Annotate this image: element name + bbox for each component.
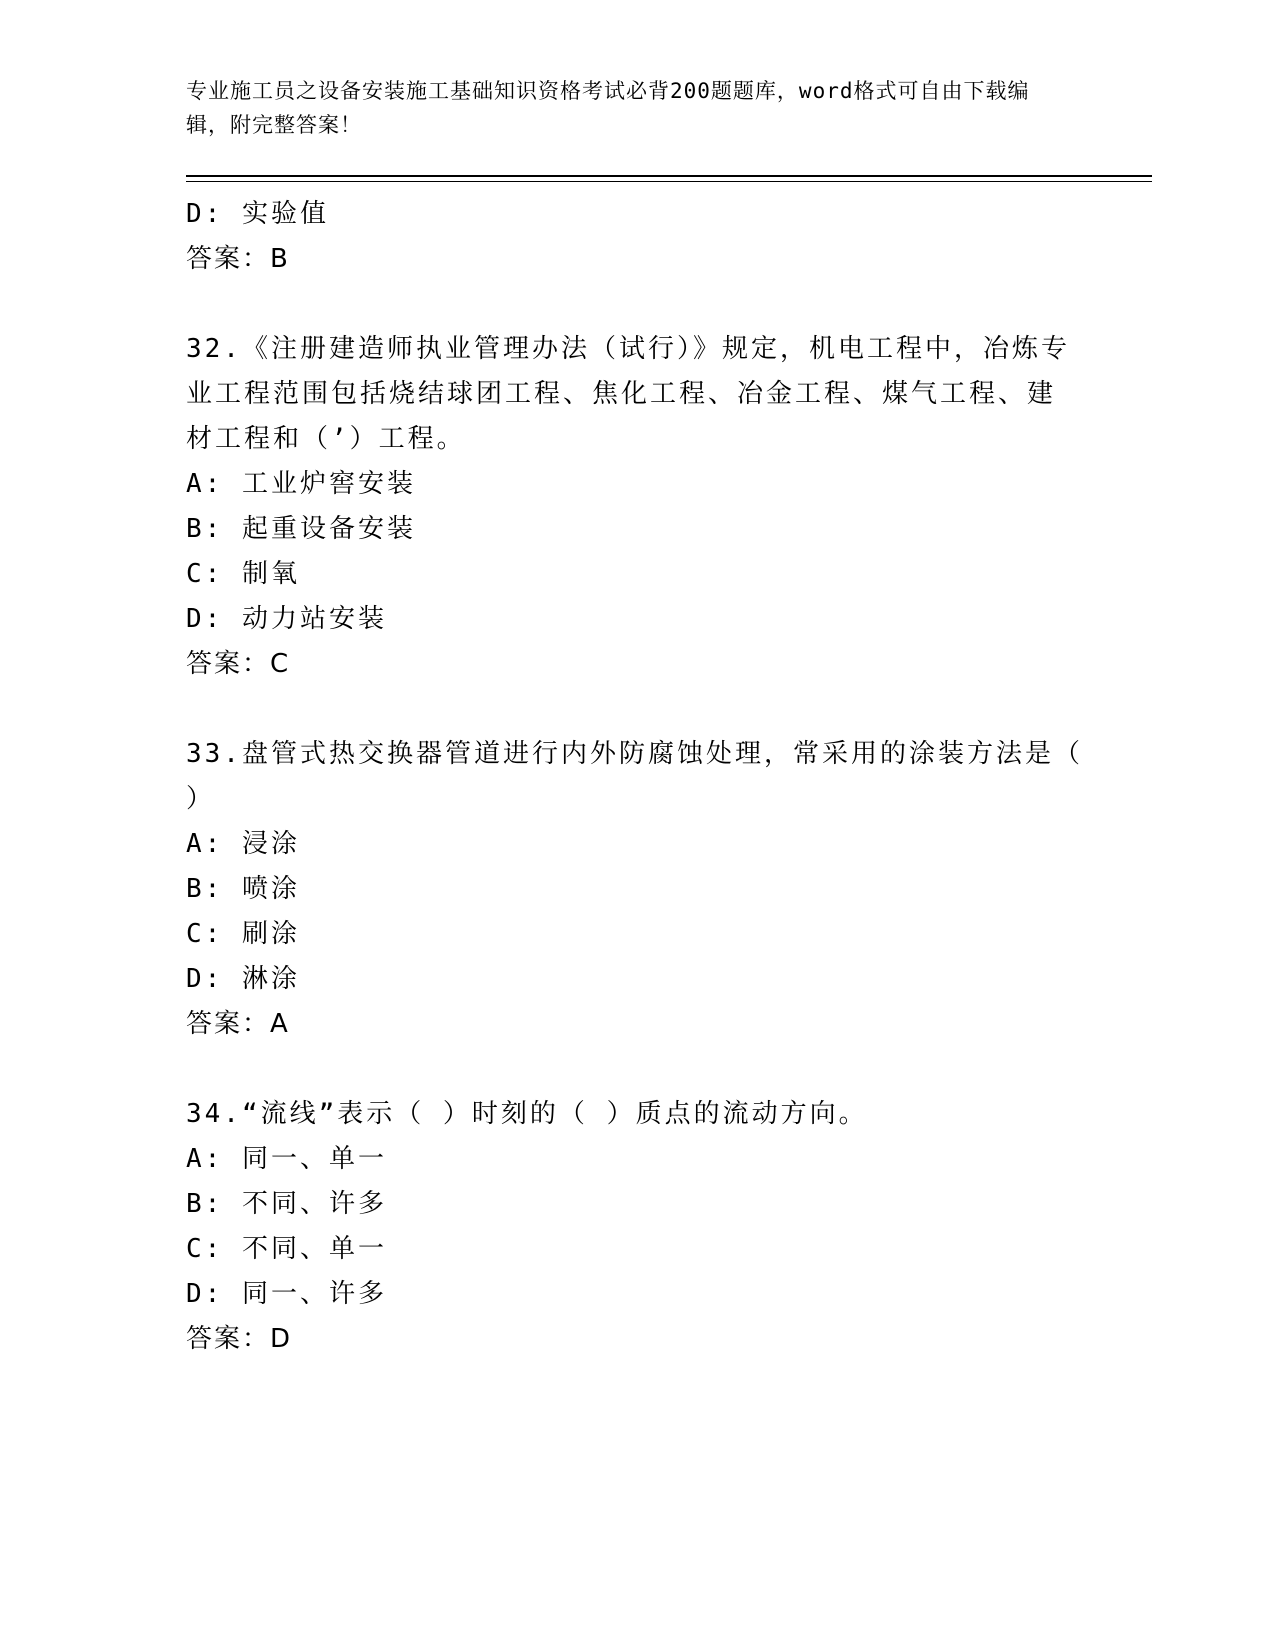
prev-answer: 答案：B	[186, 244, 290, 274]
question-32-stem-line-1: 32.《注册建造师执业管理办法（试行）》规定，机电工程中，冶炼专	[186, 334, 1070, 364]
question-33-stem-line-1: 33.盘管式热交换器管道进行内外防腐蚀处理，常采用的涂装方法是（	[186, 739, 1083, 769]
question-32-option-c: C: 制氧	[186, 559, 300, 589]
question-content	[186, 192, 1086, 1362]
question-block-32	[186, 327, 1086, 687]
question-33-option-d: D: 淋涂	[186, 964, 300, 994]
page-header-title: 专业施工员之设备安装施工基础知识资格考试必背200题题库，word格式可自由下载编辑，附完整答案！	[186, 79, 1030, 137]
spacer	[186, 687, 1086, 732]
header-rule-thin	[186, 181, 1152, 182]
spacer	[186, 282, 1086, 327]
question-block-34	[186, 1092, 1086, 1362]
question-32-answer: 答案：C	[186, 649, 291, 679]
question-block-33	[186, 732, 1086, 1047]
header-rule-thick	[186, 175, 1152, 177]
question-32-stem-line-2: 业工程范围包括烧结球团工程、焦化工程、冶金工程、煤气工程、建	[186, 379, 1057, 409]
question-34-answer: 答案：D	[186, 1324, 293, 1354]
question-32-stem-line-3: 材工程和（’）工程。	[186, 424, 466, 454]
question-34-option-d: D: 同一、许多	[186, 1279, 387, 1309]
question-34-option-a: A: 同一、单一	[186, 1144, 387, 1174]
spacer	[186, 1047, 1086, 1092]
question-32-option-a: A: 工业炉窖安装	[186, 469, 416, 499]
question-34-option-b: B: 不同、许多	[186, 1189, 387, 1219]
question-33-option-c: C: 刷涂	[186, 919, 300, 949]
question-33-option-b: B: 喷涂	[186, 874, 300, 904]
question-34-stem-line-1: 34.“流线”表示（ ）时刻的（ ）质点的流动方向。	[186, 1099, 868, 1129]
question-33-stem-line-2: ）	[186, 784, 216, 814]
question-34-option-c: C: 不同、单一	[186, 1234, 387, 1264]
question-32-option-d: D: 动力站安装	[186, 604, 387, 634]
question-33-answer: 答案：A	[186, 1009, 290, 1039]
question-32-option-b: B: 起重设备安装	[186, 514, 416, 544]
prev-option-d: D: 实验值	[186, 199, 329, 229]
question-33-option-a: A: 浸涂	[186, 829, 300, 859]
